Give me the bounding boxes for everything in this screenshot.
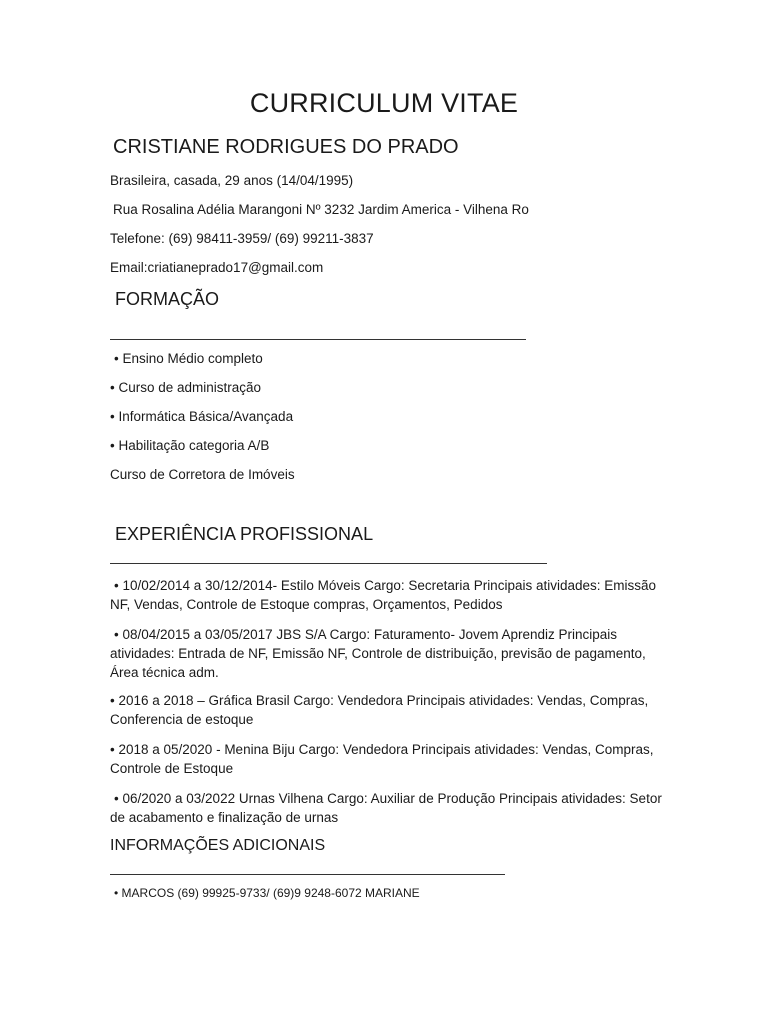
phone-line: Telefone: (69) 98411-3959/ (69) 99211-3837 xyxy=(110,231,374,246)
candidate-name: CRISTIANE RODRIGUES DO PRADO xyxy=(113,136,459,158)
experience-item: • 2016 a 2018 – Gráfica Brasil Cargo: Vendedora Principais atividades: Vendas, Compras, Conferencia de estoque xyxy=(110,693,649,727)
reference-item: • MARCOS (69) 99925-9733/ (69)9 9248-6072 MARIANE xyxy=(114,886,420,900)
section-heading-adicionais: INFORMAÇÕES ADICIONAIS xyxy=(110,837,326,854)
document-title: CURRICULUM VITAE xyxy=(249,88,519,118)
list-item: • Ensino Médio completo xyxy=(114,351,263,366)
list-item: • Curso de administração xyxy=(110,380,262,395)
experience-item: • 06/2020 a 03/2022 Urnas Vilhena Cargo: Auxiliar de Produção Principais atividades: Setor de acabamento e finalização de urnas xyxy=(110,791,662,825)
list-item: • Informática Básica/Avançada xyxy=(110,409,294,424)
list-item: Curso de Corretora de Imóveis xyxy=(110,467,295,482)
personal-info: Brasileira, casada, 29 anos (14/04/1995) xyxy=(110,173,354,188)
email-line: Email:criatianeprado17@gmail.com xyxy=(110,260,324,275)
list-item: • Habilitação categoria A/B xyxy=(110,438,270,453)
experience-item: • 10/02/2014 a 30/12/2014- Estilo Móveis Cargo: Secretaria Principais atividades: Emissão NF, Vendas, Controle de Estoque compras, Orçamentos, Pedidos xyxy=(110,578,657,612)
section-heading-experiencia: EXPERIÊNCIA PROFISSIONAL xyxy=(115,524,374,544)
section-divider xyxy=(110,563,547,564)
experience-item: • 2018 a 05/2020 - Menina Biju Cargo: Vendedora Principais atividades: Vendas, Compras, Controle de Estoque xyxy=(110,742,654,776)
experience-item: • 08/04/2015 a 03/05/2017 JBS S/A Cargo: Faturamento- Jovem Aprendiz Principais atividades: Entrada de NF, Emissão NF, Controle de distribuição, previsão de pagamento, Área técnica adm. xyxy=(110,627,646,680)
section-divider xyxy=(110,874,505,875)
section-divider xyxy=(110,339,526,340)
address-line: Rua Rosalina Adélia Marangoni Nº 3232 Jardim America - Vilhena Ro xyxy=(113,202,529,217)
section-heading-formacao: FORMAÇÃO xyxy=(115,289,220,309)
